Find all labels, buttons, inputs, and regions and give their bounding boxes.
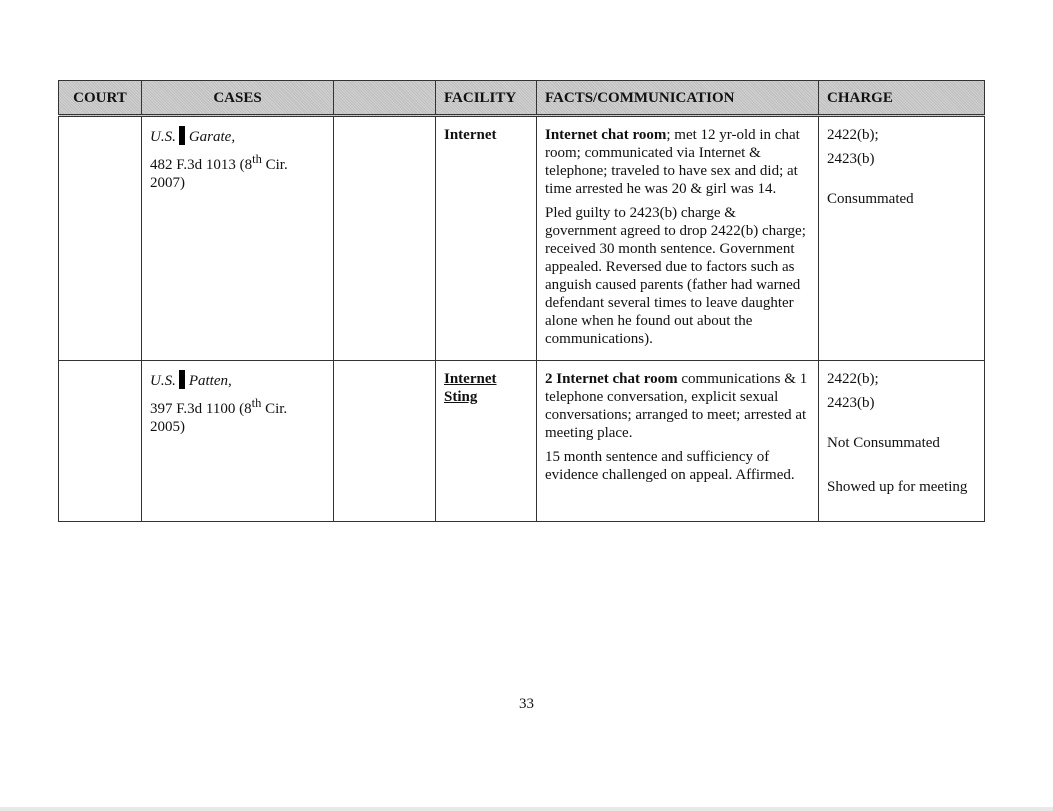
case-cell — [142, 116, 334, 361]
charge-cell — [819, 116, 985, 361]
header-facts: FACTS/COMMUNICATION — [537, 81, 819, 116]
page-number: 33 — [519, 696, 534, 712]
court-cell — [59, 116, 142, 361]
charge-code: 2423(b) — [827, 151, 875, 167]
charge-cell — [819, 361, 985, 522]
header-row — [59, 81, 985, 116]
case-prefix: U.S. — [150, 373, 176, 389]
header-facility: FACILITY — [436, 81, 537, 116]
case-citation: 482 F.3d 1013 (8th Cir. 2007) — [150, 152, 288, 191]
court-cell — [59, 361, 142, 522]
facility-label: Sting — [444, 389, 478, 405]
facts-paragraph: Internet chat room; met 12 yr-old in chat room; communicated via Internet & telephone; traveled to have sex and did; at time arrested he was 20 & girl was 14. — [545, 127, 800, 197]
blank-cell — [334, 361, 436, 522]
charge-note: Showed up for meeting — [827, 479, 968, 495]
page-edge — [0, 807, 1053, 811]
facts-cell — [537, 361, 819, 522]
case-party: Garate, — [188, 129, 236, 145]
charge-code: 2423(b) — [827, 395, 875, 411]
table-row — [59, 116, 985, 361]
charge-status: Not Consummated — [827, 435, 940, 451]
facts-paragraph-2: 15 month sentence and sufficiency of evidence challenged on appeal. Affirmed. — [545, 449, 795, 483]
case-party: Patten, — [188, 373, 232, 389]
case-prefix: U.S. — [150, 129, 176, 145]
case-citation: 397 F.3d 1100 (8th Cir. 2005) — [150, 396, 288, 435]
case-name — [150, 370, 325, 390]
redaction-mark — [179, 370, 185, 389]
facility-cell — [436, 361, 537, 522]
facility-label: Internet — [444, 127, 497, 143]
facility-cell — [436, 116, 537, 361]
table-row — [59, 361, 985, 522]
cases-table — [58, 80, 985, 522]
case-cell — [142, 361, 334, 522]
facility-label: Internet — [444, 371, 497, 387]
header-charge: CHARGE — [819, 81, 985, 116]
header-court: COURT — [59, 81, 142, 116]
facts-paragraph: 2 Internet chat room communications & 1 telephone conversation, explicit sexual conversations; arranged to meet; arrested at meeting place. — [545, 371, 808, 441]
redaction-mark — [179, 126, 185, 145]
facts-cell — [537, 116, 819, 361]
case-name — [150, 126, 325, 146]
charge-code: 2422(b); — [827, 127, 879, 143]
facts-paragraph-2: Pled guilty to 2423(b) charge & government agreed to drop 2422(b) charge; received 30 month sentence. Government appealed. Reversed due to factors such as anguish caused parents (father had warned defendant several times to leave daughter alone when he found out about the communications). — [545, 205, 806, 347]
charge-status: Consummated — [827, 191, 914, 207]
header-blank — [334, 81, 436, 116]
charge-code: 2422(b); — [827, 371, 879, 387]
header-cases: CASES — [142, 81, 334, 116]
blank-cell — [334, 116, 436, 361]
